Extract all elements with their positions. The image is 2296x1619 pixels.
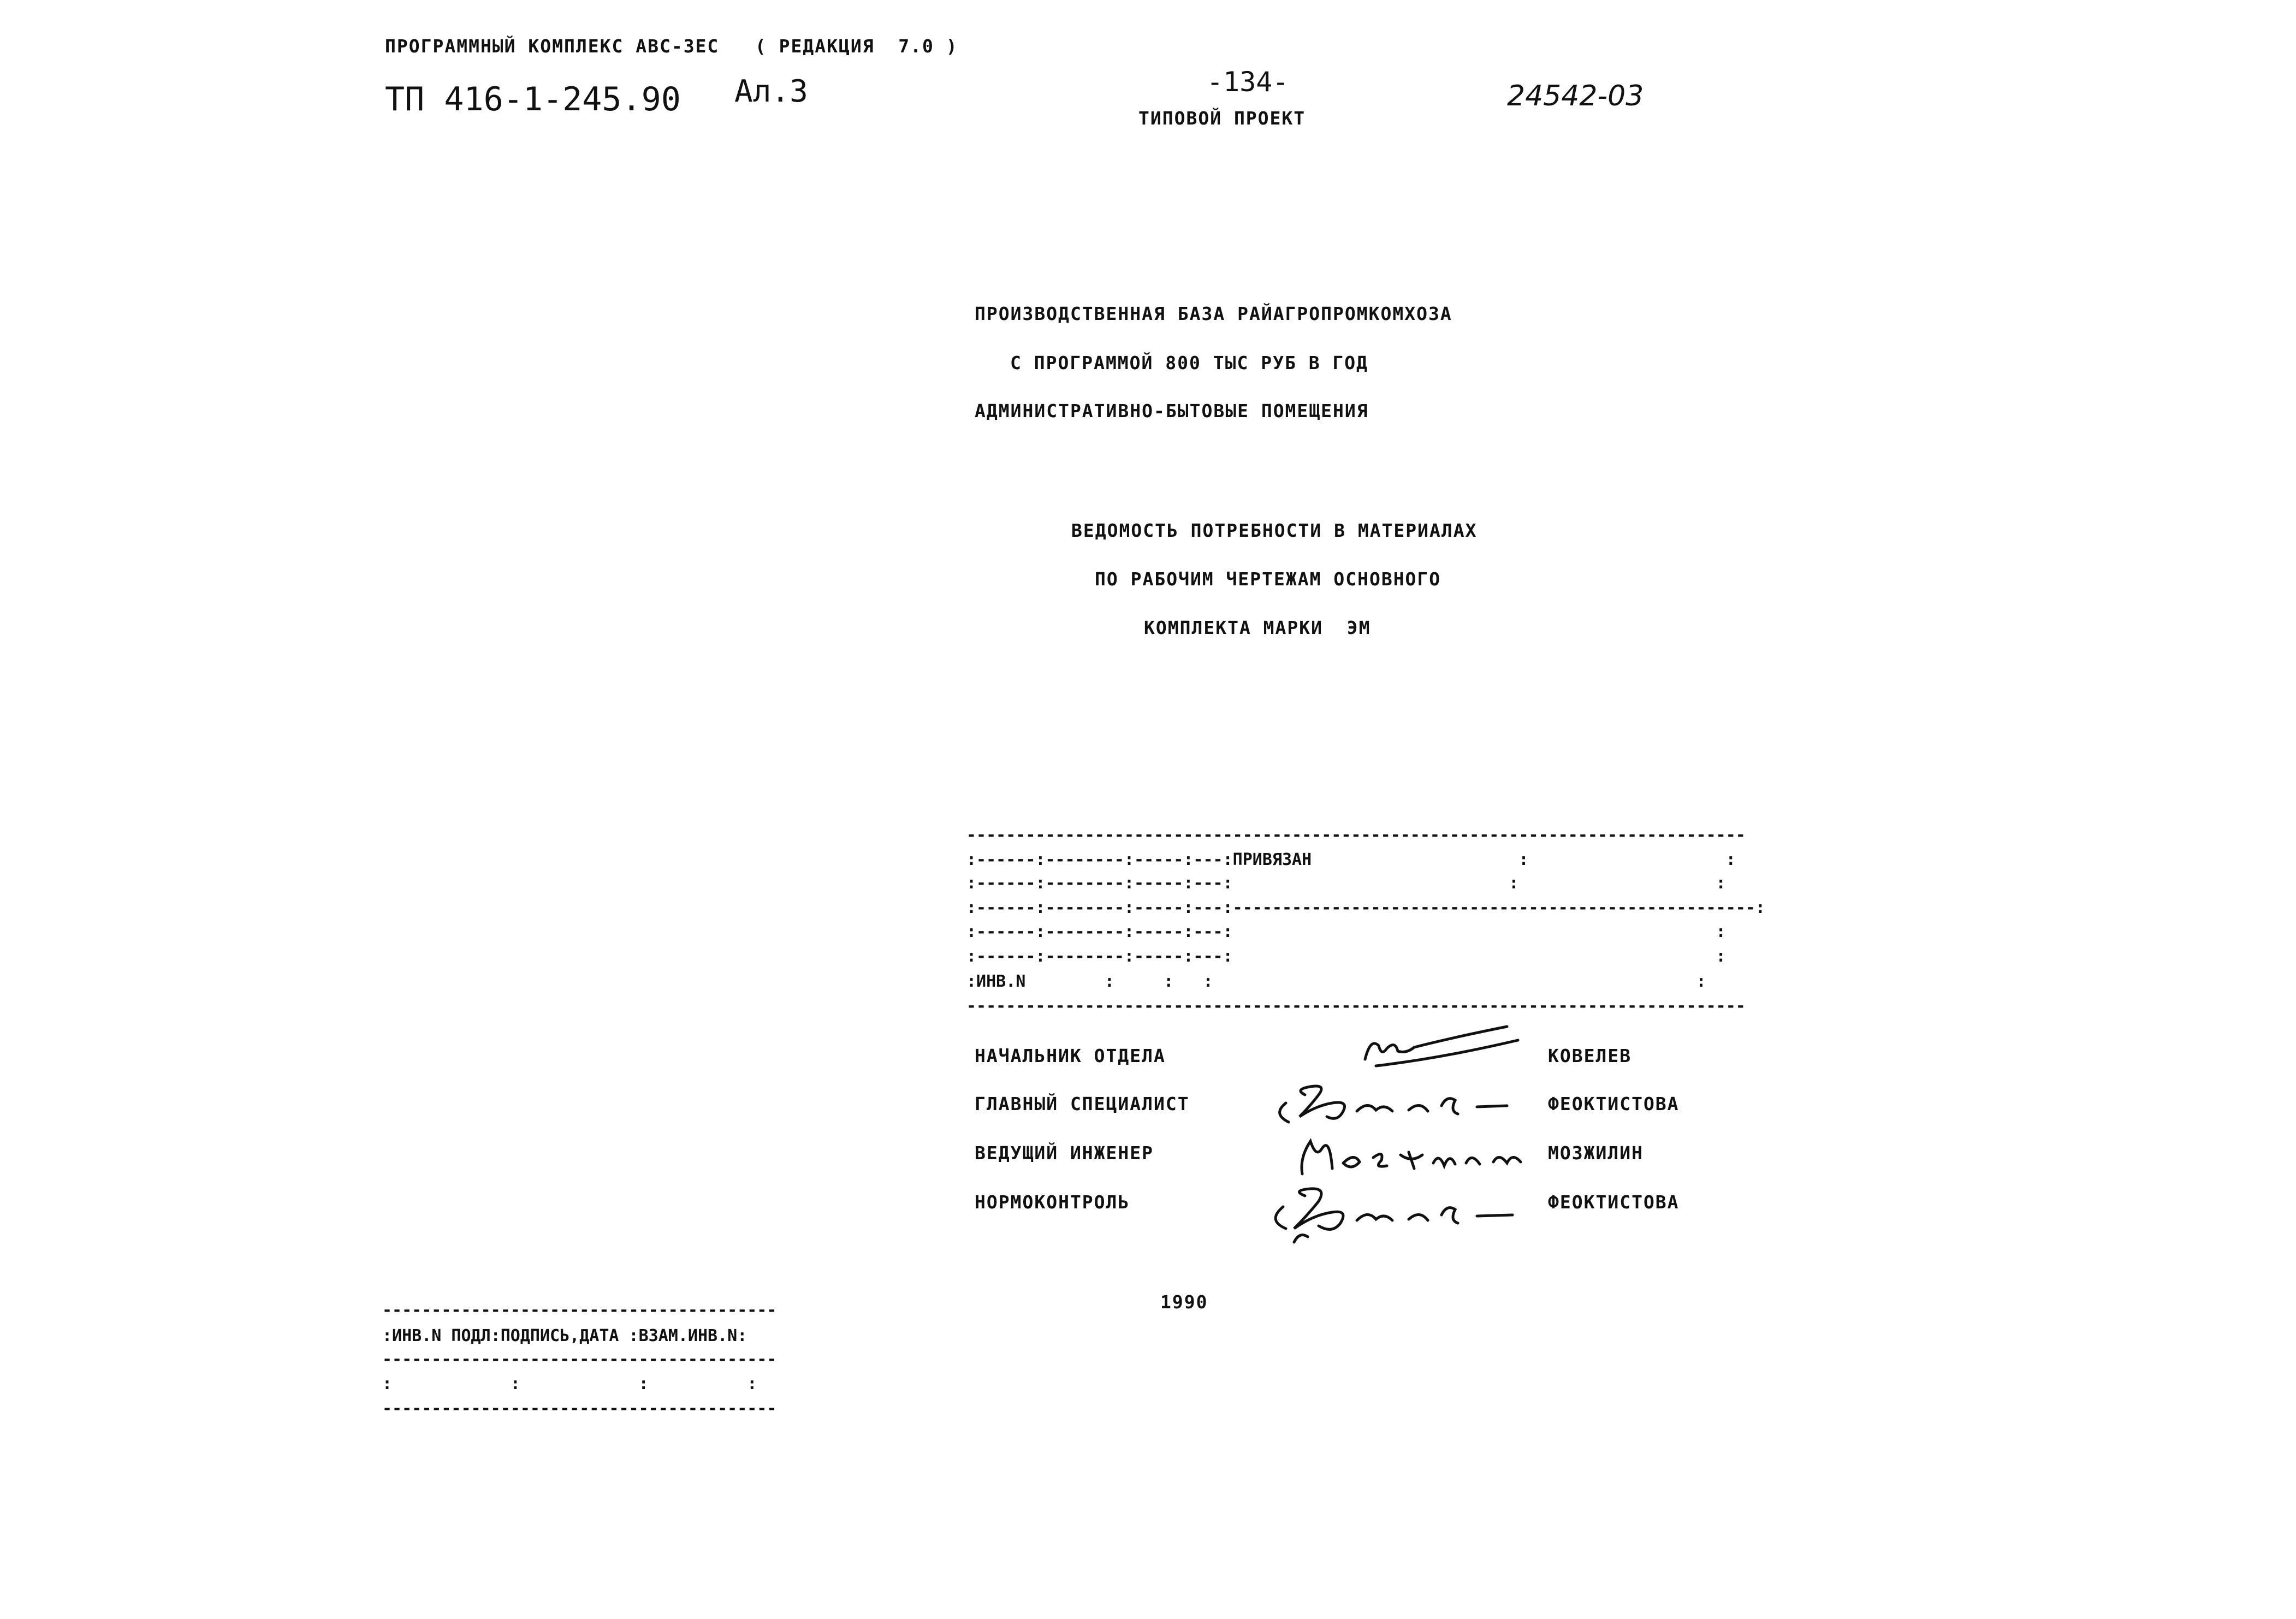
stamp-row: :------:--------:-----:---: : xyxy=(966,947,1726,966)
signature-role: ГЛАВНЫЙ СПЕЦИАЛИСТ xyxy=(975,1093,1190,1114)
project-code: ТП 416-1-245.90 xyxy=(385,80,681,118)
subtitle-line-1: ВЕДОМОСТЬ ПОТРЕБНОСТИ В МАТЕРИАЛАХ xyxy=(1071,520,1478,541)
inventory-border-top: ---------------------------------------- xyxy=(382,1301,777,1320)
signature-feoktistova-2 xyxy=(1261,1177,1529,1248)
signature-name: КОВЕЛЕВ xyxy=(1548,1045,1632,1066)
sheet-mark: Ал.3 xyxy=(734,74,808,109)
title-line-3: АДМИНИСТРАТИВНО-БЫТОВЫЕ ПОМЕЩЕНИЯ xyxy=(975,400,1369,422)
inventory-row: : : : : xyxy=(382,1374,757,1393)
signature-name: ФЕОКТИСТОВА xyxy=(1548,1191,1680,1213)
stamp-row: :------:--------:-----:---: : : xyxy=(966,874,1726,893)
title-line-2: С ПРОГРАММОЙ 800 ТЫС РУБ В ГОД xyxy=(1010,352,1369,373)
stamp-row: :ИНВ.N : : : : xyxy=(966,972,1706,991)
page-number: -134- xyxy=(1207,66,1289,98)
stamp-border-top: ------------------------------------------------------------------------------- xyxy=(966,826,1746,845)
project-type: ТИПОВОЙ ПРОЕКТ xyxy=(1138,108,1306,129)
signature-kovelev xyxy=(1354,1016,1529,1076)
stamp-border-bottom: ------------------------------------------------------------------------------- xyxy=(966,997,1746,1016)
stamp-row: :------:--------:-----:---:-----------------------------------------------------: xyxy=(966,898,1765,917)
inventory-border-mid: ---------------------------------------- xyxy=(382,1350,777,1369)
stamp-row: :------:--------:-----:---:ПРИВЯЗАН : : xyxy=(966,850,1736,869)
title-line-1: ПРОИЗВОДСТВЕННАЯ БАЗА РАЙАГРОПРОМКОМХОЗА xyxy=(975,303,1452,324)
year: 1990 xyxy=(1160,1291,1208,1313)
signature-role: ВЕДУЩИЙ ИНЖЕНЕР xyxy=(975,1142,1154,1164)
inventory-header: :ИНВ.N ПОДЛ:ПОДПИСЬ,ДАТА :ВЗАМ.ИНВ.N: xyxy=(382,1326,747,1345)
signature-name: МОЗЖИЛИН xyxy=(1548,1142,1644,1164)
stamp-row: :------:--------:-----:---: : xyxy=(966,922,1726,941)
subtitle-line-2: ПО РАБОЧИМ ЧЕРТЕЖАМ ОСНОВНОГО xyxy=(1095,568,1441,590)
inventory-border-bottom: ---------------------------------------- xyxy=(382,1399,777,1418)
subtitle-line-3: КОМПЛЕКТА МАРКИ ЭМ xyxy=(1144,617,1371,638)
inventory-code: 24542-03 xyxy=(1507,80,1644,112)
signature-role: НОРМОКОНТРОЛЬ xyxy=(975,1191,1130,1213)
signature-role: НАЧАЛЬНИК ОТДЕЛА xyxy=(975,1045,1166,1066)
software-header: ПРОГРАММНЫЙ КОМПЛЕКС АВС-ЗЕС ( РЕДАКЦИЯ 7.0 ) xyxy=(385,35,958,57)
signature-mozzhilin xyxy=(1291,1125,1532,1185)
signature-feoktistova-1 xyxy=(1267,1073,1523,1133)
signature-name: ФЕОКТИСТОВА xyxy=(1548,1093,1680,1114)
